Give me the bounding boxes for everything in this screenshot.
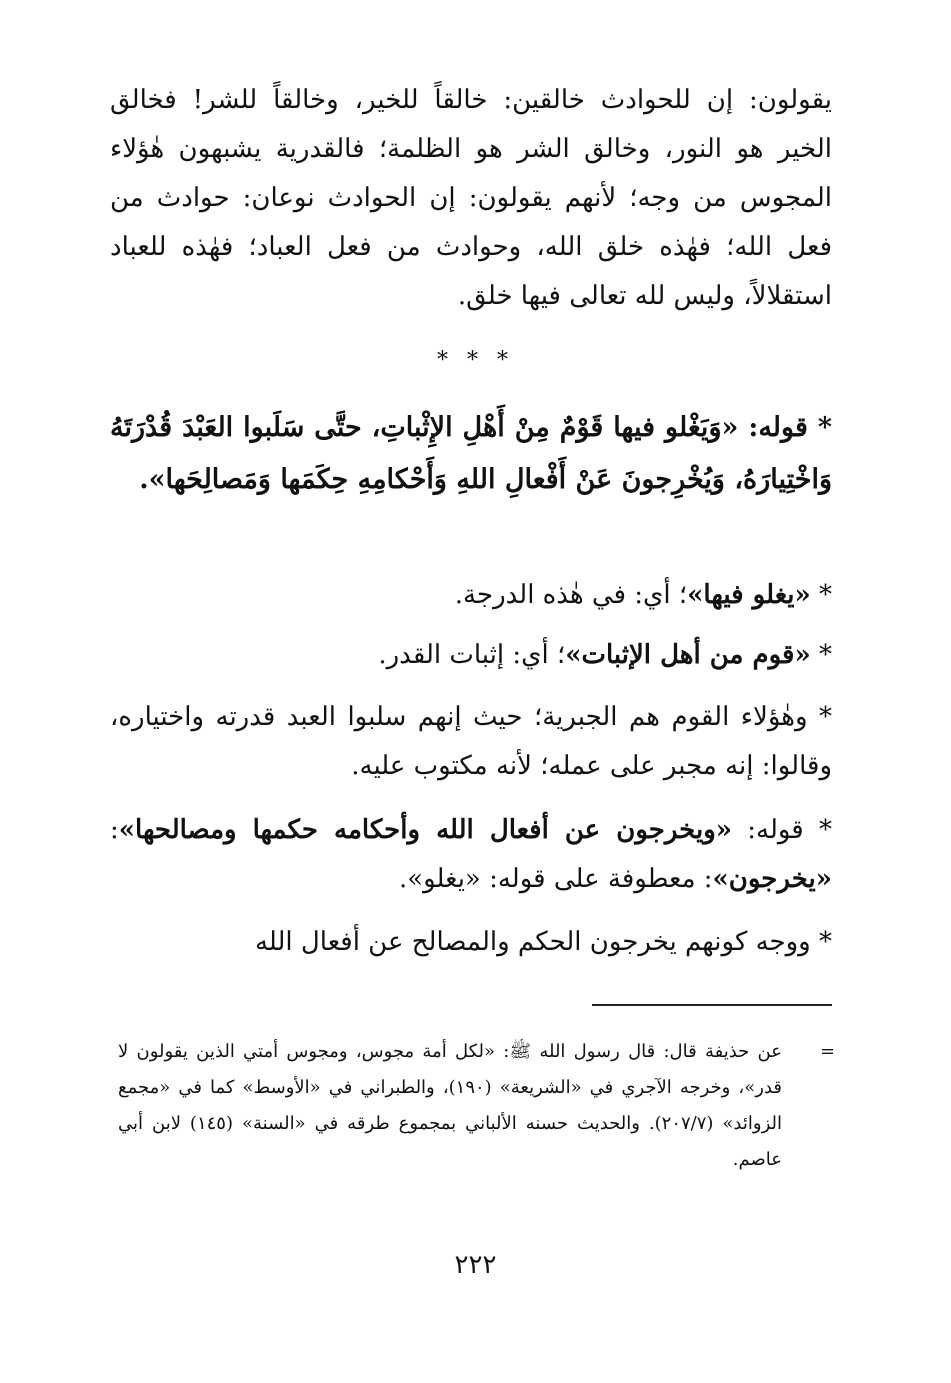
footnote-divider xyxy=(592,1004,832,1006)
paragraph-yukhrijun xyxy=(110,806,832,904)
page-number: ٢٢٢ xyxy=(454,1250,497,1280)
paragraph-ahl-al-ithbat xyxy=(110,631,832,680)
paragraph-prefix: * قوله: xyxy=(732,815,832,845)
paragraph-prefix: * xyxy=(810,580,832,610)
quoted-term: «قوم من أهل الإثبات» xyxy=(565,640,811,670)
quoted-term: «يخرجون» xyxy=(712,864,832,894)
paragraph-yaghlu-fiha xyxy=(110,571,832,620)
paragraph-jabriyya: * وهٰؤلاء القوم هم الجبرية؛ حيث إنهم سلبوا العبد قدرته واختياره، وقالوا: إنه مجبر على عمله؛ لأنه مكتوب عليه. xyxy=(110,702,832,781)
paragraph-matn-quote: * قوله: «وَيَغْلو فيها قَوْمٌ مِنْ أَهْلِ الإِثْباتِ، حتَّى سَلَبوا العَبْدَ قُدْرَتَهُ وَاخْتِيارَهُ، وَيُخْرِجونَ عَنْ أَفْعالِ اللهِ وَأَحْكامِهِ حِكَمَها وَمَصالِحَها». xyxy=(110,412,832,495)
paragraph-qadariyya: يقولون: إن للحوادث خالقين: خالقاً للخير، وخالقاً للشر! فخالق الخير هو النور، وخالق الشر هو الظلمة؛ فالقدرية يشبهون هٰؤلاء المجوس من وجه؛ لأنهم يقولون: إن الحوادث نوعان: حوادث من فعل الله؛ فهٰذه خلق الله، وحوادث من فعل العباد؛ فهٰذه للعباد استقلالاً، وليس لله تعالى فيها خلق. xyxy=(110,85,832,311)
explanation-text: ؛ أي: في هٰذه الدرجة. xyxy=(454,580,688,610)
separator-colon: : xyxy=(110,815,119,845)
paragraph-prefix: * xyxy=(810,640,832,670)
quoted-matn: «ويخرجون عن أفعال الله وأحكامه حكمها ومصالحها» xyxy=(118,815,732,845)
explanation-text: ؛ أي: إثبات القدر. xyxy=(378,640,566,670)
footnote-text: عن حذيفة قال: قال رسول الله ﷺ: «لكل أمة مجوس، ومجوس أمتي الذين يقولون لا قدر»، وخرجه الآجري في «الشريعة» (١٩٠)، والطبراني في «الأوسط» كما في «مجمع الزوائد» (٢٠٧/٧). والحديث حسنه الألباني بمجموع طرقه في «السنة» (١٤٥) لابن أبي عاصم. xyxy=(118,1041,782,1170)
quoted-term: «يغلو فيها» xyxy=(687,580,811,610)
explanation-text: : معطوفة على قوله: «يغلو». xyxy=(398,864,713,894)
paragraph-wajh: * ووجه كونهم يخرجون الحكم والمصالح عن أفعال الله xyxy=(254,927,832,957)
section-separator: * * * xyxy=(437,348,514,373)
footnote-continuation-marker: = xyxy=(820,1041,836,1062)
